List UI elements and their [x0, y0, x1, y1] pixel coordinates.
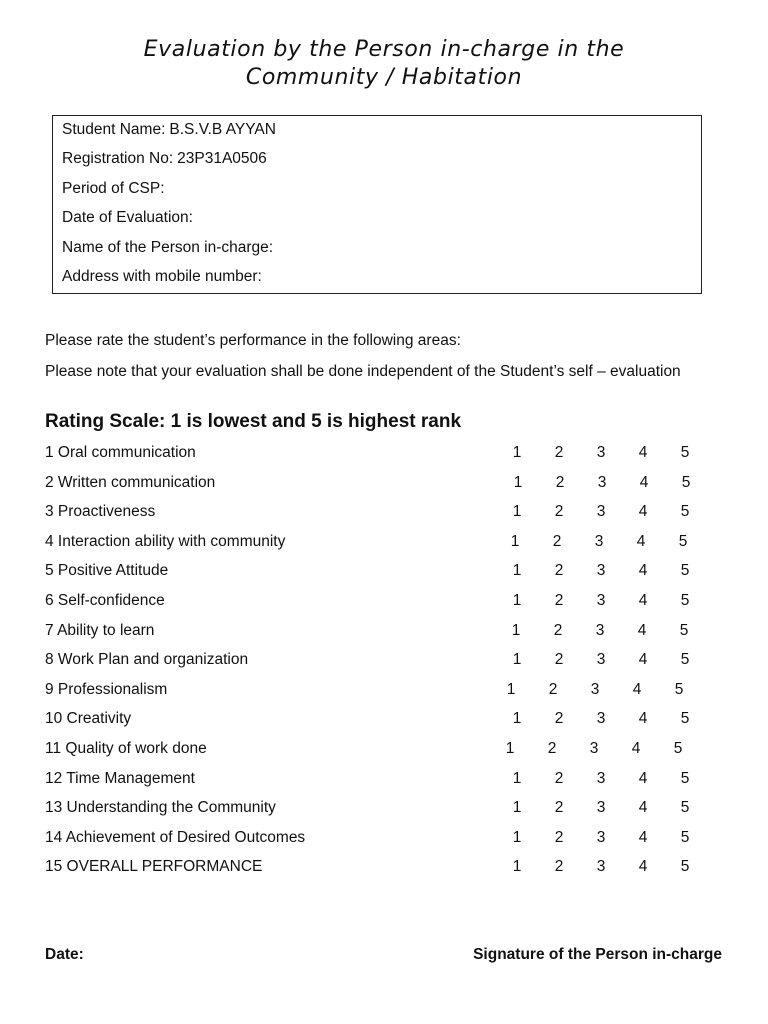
- rating-option-5[interactable]: 5: [680, 829, 690, 846]
- rating-option-3[interactable]: 3: [595, 622, 605, 639]
- rating-option-5[interactable]: 5: [673, 740, 683, 757]
- rating-option-1[interactable]: 1: [512, 829, 522, 846]
- criterion-label: 12 Time Management: [45, 770, 195, 787]
- rating-option-2[interactable]: 2: [554, 829, 564, 846]
- rating-option-5[interactable]: 5: [680, 710, 690, 727]
- rating-option-3[interactable]: 3: [596, 592, 606, 609]
- person-in-charge-label: Name of the Person in-charge:: [62, 239, 274, 256]
- person-in-charge-line: [62, 239, 277, 257]
- criterion-label: 2 Written communication: [45, 474, 216, 491]
- form-title-line-1: Evaluation by the Person in-charge in the: [143, 37, 625, 62]
- criterion-label: 7 Ability to learn: [45, 622, 155, 639]
- rating-option-3[interactable]: 3: [596, 444, 606, 461]
- date-of-evaluation-label: Date of Evaluation:: [62, 209, 193, 226]
- rating-option-4[interactable]: 4: [638, 503, 648, 520]
- rating-option-4[interactable]: 4: [638, 799, 648, 816]
- rating-option-5[interactable]: 5: [680, 799, 690, 816]
- criterion-label: 15 OVERALL PERFORMANCE: [45, 858, 263, 875]
- rating-option-5[interactable]: 5: [680, 770, 690, 787]
- criterion-label: 1 Oral communication: [45, 444, 196, 461]
- rating-option-1[interactable]: 1: [512, 562, 522, 579]
- student-name-line: [62, 121, 276, 139]
- rating-option-1[interactable]: 1: [511, 622, 521, 639]
- rating-option-4[interactable]: 4: [631, 740, 641, 757]
- rating-option-1[interactable]: 1: [506, 681, 516, 698]
- address-mobile-line: [62, 268, 266, 286]
- rating-option-3[interactable]: 3: [596, 858, 606, 875]
- rating-option-5[interactable]: 5: [680, 651, 690, 668]
- rating-option-4[interactable]: 4: [636, 533, 646, 550]
- rating-option-2[interactable]: 2: [554, 503, 564, 520]
- independence-note: Please note that your evaluation shall be done independent of the Student’s self – evaluation: [45, 363, 681, 380]
- rating-option-3[interactable]: 3: [596, 829, 606, 846]
- rating-option-3[interactable]: 3: [596, 562, 606, 579]
- rating-option-4[interactable]: 4: [638, 592, 648, 609]
- registration-no-line: [62, 150, 267, 168]
- rating-option-1[interactable]: 1: [512, 651, 522, 668]
- rating-option-2[interactable]: 2: [552, 533, 562, 550]
- rating-option-5[interactable]: 5: [681, 474, 691, 491]
- rating-scale-heading: Rating Scale: 1 is lowest and 5 is highest rank: [45, 411, 462, 432]
- rating-option-2[interactable]: 2: [554, 770, 564, 787]
- rating-option-4[interactable]: 4: [638, 562, 648, 579]
- student-info-box: [52, 115, 702, 294]
- rating-option-1[interactable]: 1: [505, 740, 515, 757]
- rating-option-4[interactable]: 4: [638, 651, 648, 668]
- form-title-line-2: Community / Habitation: [245, 65, 523, 90]
- rating-option-5[interactable]: 5: [680, 562, 690, 579]
- rating-option-4[interactable]: 4: [638, 858, 648, 875]
- rating-option-2[interactable]: 2: [548, 681, 558, 698]
- registration-no-label: Registration No:: [62, 150, 174, 167]
- rating-option-4[interactable]: 4: [639, 474, 649, 491]
- criterion-label: 13 Understanding the Community: [45, 799, 276, 816]
- criterion-label: 9 Professionalism: [45, 681, 168, 698]
- rating-option-3[interactable]: 3: [596, 770, 606, 787]
- rating-option-3[interactable]: 3: [596, 799, 606, 816]
- rating-option-5[interactable]: 5: [679, 622, 689, 639]
- rating-option-3[interactable]: 3: [596, 710, 606, 727]
- rating-option-2[interactable]: 2: [554, 444, 564, 461]
- period-of-csp-line: [62, 180, 169, 198]
- rating-option-5[interactable]: 5: [680, 444, 690, 461]
- criterion-label: 5 Positive Attitude: [45, 562, 169, 579]
- criterion-label: 14 Achievement of Desired Outcomes: [45, 829, 306, 846]
- criterion-label: 6 Self-confidence: [45, 592, 165, 609]
- rating-option-3[interactable]: 3: [596, 651, 606, 668]
- rating-option-1[interactable]: 1: [512, 858, 522, 875]
- rating-option-5[interactable]: 5: [680, 592, 690, 609]
- address-mobile-label: Address with mobile number:: [62, 268, 262, 285]
- rating-option-4[interactable]: 4: [632, 681, 642, 698]
- rating-option-4[interactable]: 4: [638, 829, 648, 846]
- rating-option-2[interactable]: 2: [553, 622, 563, 639]
- rating-option-4[interactable]: 4: [638, 710, 648, 727]
- period-of-csp-label: Period of CSP:: [62, 180, 165, 197]
- rate-prompt: Please rate the student’s performance in the following areas:: [45, 332, 461, 349]
- rating-option-2[interactable]: 2: [554, 651, 564, 668]
- rating-option-4[interactable]: 4: [638, 770, 648, 787]
- rating-option-2[interactable]: 2: [555, 474, 565, 491]
- criterion-label: 4 Interaction ability with community: [45, 533, 286, 550]
- rating-option-2[interactable]: 2: [547, 740, 557, 757]
- criterion-label: 11 Quality of work done: [45, 740, 207, 757]
- rating-option-5[interactable]: 5: [678, 533, 688, 550]
- rating-option-5[interactable]: 5: [674, 681, 684, 698]
- rating-option-3[interactable]: 3: [596, 503, 606, 520]
- date-label: Date:: [45, 946, 84, 963]
- rating-option-2[interactable]: 2: [554, 562, 564, 579]
- rating-option-2[interactable]: 2: [554, 858, 564, 875]
- registration-no-value: 23P31A0506: [177, 150, 267, 167]
- rating-option-1[interactable]: 1: [512, 799, 522, 816]
- signature-label: Signature of the Person in-charge: [473, 946, 722, 963]
- rating-option-3[interactable]: 3: [590, 681, 600, 698]
- student-name-label: Student Name:: [62, 121, 166, 138]
- rating-option-2[interactable]: 2: [554, 710, 564, 727]
- rating-option-4[interactable]: 4: [637, 622, 647, 639]
- criterion-label: 8 Work Plan and organization: [45, 651, 249, 668]
- rating-option-1[interactable]: 1: [512, 710, 522, 727]
- rating-option-3[interactable]: 3: [594, 533, 604, 550]
- rating-option-3[interactable]: 3: [589, 740, 599, 757]
- rating-option-1[interactable]: 1: [512, 444, 522, 461]
- rating-option-5[interactable]: 5: [680, 503, 690, 520]
- rating-option-4[interactable]: 4: [638, 444, 648, 461]
- student-name-value: B.S.V.B AYYAN: [169, 121, 276, 138]
- rating-option-5[interactable]: 5: [680, 858, 690, 875]
- rating-option-1[interactable]: 1: [512, 770, 522, 787]
- rating-option-3[interactable]: 3: [597, 474, 607, 491]
- criterion-label: 10 Creativity: [45, 710, 132, 727]
- rating-option-1[interactable]: 1: [512, 503, 522, 520]
- rating-option-2[interactable]: 2: [554, 799, 564, 816]
- rating-option-1[interactable]: 1: [513, 474, 523, 491]
- rating-option-1[interactable]: 1: [510, 533, 520, 550]
- rating-option-2[interactable]: 2: [554, 592, 564, 609]
- date-of-evaluation-line: [62, 209, 197, 227]
- criterion-label: 3 Proactiveness: [45, 503, 156, 520]
- rating-option-1[interactable]: 1: [512, 592, 522, 609]
